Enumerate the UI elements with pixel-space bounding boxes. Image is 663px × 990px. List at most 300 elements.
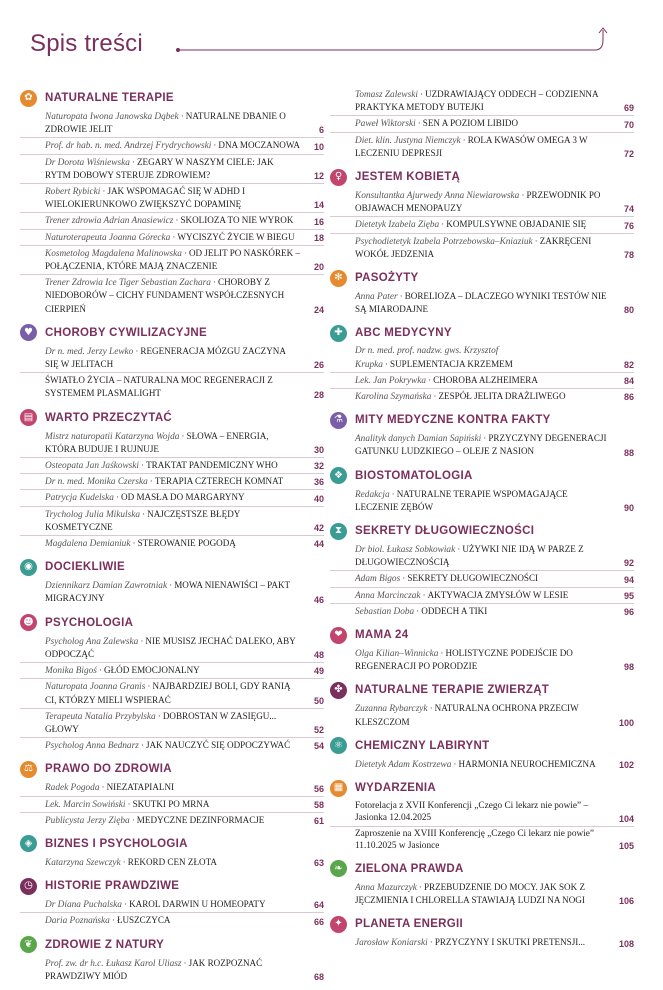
page-number: 96 [623,607,634,618]
page-number: 100 [618,717,634,728]
toc-section-psychologia [20,613,324,754]
toc-entry[interactable] [20,185,324,213]
toc-section-choroby-cywilizacyjne [20,323,324,402]
entry-title: JAK WSPOMAGAĆ SIĘ W ADHD I WIELOKIERUNKOWO ZWIĘKSZYĆ DOPAMINĘ [45,186,246,210]
toc-section-chemiczny-labirynt [330,736,634,772]
entry-author: Dietetyk Izabela Zięba [355,220,440,231]
toc-entry[interactable] [330,235,634,262]
entry-title: SEN A POZIOM LIBIDO [422,118,519,129]
entry-author: Diet. klin. Justyna Niemczyk [355,135,461,146]
entry-title: UZDRAWIAJĄCY ODDECH – CODZIENNA PRAKTYKA METODY BUTEJKI [355,89,599,113]
entry-text [45,537,300,550]
toc-entry[interactable] [20,430,324,458]
toc-section-prawo-do-zdrowia [20,759,324,828]
separator-dot: · [140,741,144,752]
toc-entry[interactable] [20,579,324,606]
entry-text [45,898,300,911]
page-number: 92 [623,558,634,569]
entry-title: DNA MOCZANOWA [218,140,300,151]
entry-text [45,508,300,534]
separator-dot: · [428,375,432,386]
entry-author: Psycholog Anna Bednarz [45,741,139,752]
separator-dot: · [457,545,461,556]
section-title: MITY MEDYCZNE KONTRA FAKTY [355,414,551,427]
separator-dot: · [172,232,176,243]
entry-title: AKTYWACJA ZMYSŁÓW W LESIE [427,589,569,600]
entry-title: TRAKTAT PANDEMICZNY WHO [146,460,278,471]
entry-text [355,828,610,852]
entry-title: WYCISZYĆ ŻYCIE W BIEGU [177,231,295,242]
toc-section-mity-medyczne-kontra-fakty [330,410,634,459]
head-icon: ☻ [20,614,37,631]
entry-text [45,247,300,273]
page-number: 26 [313,360,324,371]
separator-dot: · [141,461,145,472]
separator-dot: · [180,112,184,122]
toc-entry[interactable] [330,432,634,459]
section-header [330,859,634,879]
entry-author: Terapeuta Natalia Przybylska [45,711,156,722]
toc-entry[interactable] [330,218,634,233]
page-number: 30 [313,445,324,456]
sprout-icon: ❧ [330,860,347,877]
toc-entry[interactable] [20,139,324,154]
entry-text [45,914,300,927]
section-title: WARTO PRZECZYTAĆ [45,411,173,424]
page-number: 66 [313,916,324,927]
entry-title: CHOROBA ALZHEIMERA [433,374,538,385]
section-title: MAMA 24 [355,629,409,642]
entry-text [355,290,610,316]
entry-title: JAK NAUCZYĆ SIĘ ODPOCZYWAĆ [145,740,291,751]
toc-section-warto-przeczytac [20,408,324,552]
entry-title: ROLA KWASÓW OMEGA 3 W LECZENIU DEPRESJI [355,134,588,158]
toc-entry[interactable] [330,758,634,772]
toc-entry[interactable] [20,508,324,536]
toc-entry[interactable] [330,290,634,317]
toc-entry[interactable] [20,898,324,913]
toc-entry[interactable] [20,781,324,796]
separator-dot: · [391,489,395,500]
bug-icon: ✻ [330,270,347,287]
entry-title: BORELIOZA – DLACZEGO WYNIKI TESTÓW NIE SĄ MIARODAJNE [355,291,607,315]
entry-author: Naturopata Iwona Janowska Dąbek [45,112,179,122]
entry-author: Naturoterapeuta Joanna Górecka [45,232,171,243]
toc-entry[interactable] [20,664,324,679]
section-title: CHOROBY CYWILIZACYJNE [45,326,207,339]
entry-text [355,88,610,114]
separator-dot: · [433,392,437,403]
entry-text [355,881,610,907]
page-number: 56 [313,783,324,794]
toc-section-zdrowie-z-natury [20,935,324,984]
entry-text [45,475,300,488]
entry-author: Analityk danych Damian Sapiński [355,434,482,445]
separator-dot: · [399,292,403,303]
magnifier-icon: ◉ [20,559,37,576]
entry-title: SKOLIOZA TO NIE WYROK [180,215,294,226]
entry-title: NATURALNE TERAPIE WSPOMAGAJĄCE LECZENIE ZĘBÓW [355,488,568,512]
entry-author: Patrycja Kudelska [45,493,114,504]
woman-icon: ♀ [330,169,347,186]
separator-dot: · [175,216,179,227]
entry-author: Paweł Wiktorski [355,119,416,130]
section-header [330,736,634,756]
section-title: NATURALNE TERAPIE ZWIERZĄT [355,684,550,697]
entry-author: Dr Dorota Wiśniewska [45,157,130,168]
section-title: BIOSTOMATOLOGIA [355,469,473,482]
separator-dot: · [418,882,422,893]
toc-entry[interactable] [330,647,634,674]
toc-entry[interactable] [20,491,324,506]
microscope-icon: ⚗ [330,412,347,429]
page-number: 20 [313,262,324,273]
page-number: 48 [313,650,324,661]
entry-title: NIEZATAPIALNI [106,782,175,793]
toc-entry[interactable] [330,374,634,389]
toc-entry[interactable] [330,189,634,217]
page-number: 84 [623,376,634,387]
section-title: NATURALNE TERAPIE [45,92,174,104]
section-title: ZIELONA PRAWDA [355,862,464,875]
page-number: 28 [313,389,324,400]
entry-title: Zaproszenie na XVIII Konferencję „Czego Ci lekarz nie powie” 11.10.2025 w Jasionce [355,828,595,851]
toc-entry[interactable] [330,572,634,587]
section-title: PSYCHOLOGIA [45,616,134,629]
section-title: SEKRETY DŁUGOWIECZNOŚCI [355,525,535,538]
page-number: 63 [313,858,324,869]
section-header [330,167,634,187]
page-number: 54 [313,741,324,752]
entry-text [45,231,300,244]
entry-title: UŻYWKI NIE IDĄ W PARZE Z DŁUGOWIECZNOŚCIĄ [355,544,584,568]
toc-entry[interactable] [20,798,324,813]
separator-dot: · [101,783,105,794]
entry-author: Sebastian Doba [355,606,415,617]
entry-text [45,957,300,983]
separator-dot: · [147,682,151,693]
toc-entry[interactable] [20,214,324,229]
entry-author: Zuzanna Rybarczyk [355,704,428,715]
entry-text [355,345,610,370]
section-header [20,834,324,854]
separator-dot: · [419,90,424,100]
toc-section-continued [330,88,634,161]
globe-icon: ✦ [330,916,347,933]
section-header [330,410,634,430]
toc-entry[interactable] [330,88,634,116]
toc-entry[interactable] [330,936,634,950]
toc-entry[interactable] [20,247,324,275]
separator-dot: · [440,649,444,660]
entry-author: Naturopata Joanna Granis [45,682,146,693]
toc-entry[interactable] [20,710,324,738]
entry-text [45,856,300,869]
section-title: PLANETA ENERGII [355,918,464,931]
section-title: PASOŻYTY [355,272,419,285]
toc-entry[interactable] [20,459,324,474]
separator-dot: · [453,759,457,770]
page-number: 24 [313,304,324,315]
entry-title: GŁÓD EMOCJONALNY [104,665,200,676]
separator-dot: · [140,636,144,647]
entry-title: SUPLEMENTACJA KRZEMEM [390,358,513,369]
toc-section-jestem-kobieta [330,167,634,262]
toc-entry[interactable] [330,605,634,619]
section-title: HISTORIE PRAWDZIWE [45,880,180,893]
toc-entry[interactable] [20,814,324,828]
entry-title: CHOROBY Z NIEDOBORÓW – CICHY FUNDAMENT WSPÓŁCZESNYCH CIERPIEŃ [45,277,285,314]
entry-title: SKUTKI PO MRNA [132,798,210,809]
section-title: WYDARZENIA [355,782,436,795]
entry-text [45,430,300,456]
section-header [330,914,634,934]
entry-text [45,110,300,136]
entry-title: PRZEBUDZENIE DO MOCY. JAK SOK Z JĘCZMIENIA I CHLORELLA STAWIAJĄ LUDZI NA NOGI [355,881,586,906]
toc-entry[interactable] [20,537,324,551]
page-number: 18 [313,232,324,243]
entry-text [45,459,300,472]
section-header [330,268,634,288]
toc-entry[interactable] [20,345,324,373]
toc-entry[interactable] [20,957,324,984]
heart-icon: ♥ [20,324,37,341]
separator-dot: · [111,916,115,927]
page-number: 10 [313,141,324,152]
entry-author: Lek. Jan Pokrywka [355,375,426,386]
page-number: 69 [623,103,634,114]
page-number: 68 [313,971,324,982]
separator-dot: · [422,590,426,601]
separator-dot: · [131,815,135,826]
entry-author: Dr Diana Puchalska [45,900,122,911]
entry-title: DOBROSTAN W ZASIĘGU... GŁOWY [45,710,277,734]
entry-text [355,117,610,130]
entry-title: PRZYCZYNY DEGENERACJI GATUNKU LUDZKIEGO – OLEJE Z NASION [355,433,607,457]
toc-entry[interactable] [330,702,634,729]
entry-author: Trener Zdrowia Ice Tiger Sebastian Zachara [45,278,211,289]
entry-text [355,702,610,728]
entry-text [45,680,300,706]
separator-dot: · [213,141,217,152]
entry-author: Trycholog Julia Mikulska [45,509,141,520]
separator-dot: · [142,509,146,520]
entry-title: NAJBARDZIEJ BOLI, GDY RANIĄ CI, KTÓRZY MIELI WSPIERAĆ [45,681,291,705]
entry-title: ZEGARY W NASZYM CIELE: JAK RYTM DOBOWY STERUJE ZDROWIEM? [45,156,274,180]
leaf-icon: ❦ [20,936,37,953]
separator-dot: · [169,581,173,592]
entry-text [355,390,610,403]
section-title: JESTEM KOBIETĄ [355,171,461,184]
page-number: 76 [623,220,634,231]
toc-section-mama-24 [330,625,634,674]
page-number: 16 [313,216,324,227]
page-number: 36 [313,477,324,488]
toc-entry[interactable] [330,881,634,908]
section-title: PRAWO DO ZDROWIA [45,763,172,776]
entry-author: Dr n. med. Jerzy Lewko [45,346,134,357]
toc-section-naturalne-terapie [20,88,324,317]
calendar-icon: ▦ [330,780,347,797]
toc-entry[interactable] [20,635,324,663]
section-header [20,408,324,428]
entry-title: TERAPIA CZTERECH KOMNAT [154,476,284,487]
toc-entry[interactable] [330,800,634,826]
toc-section-zielona-prawda [330,859,634,908]
flower-icon: ✿ [20,90,37,107]
page-number: 46 [313,594,324,605]
page-number: 94 [623,574,634,585]
entry-title: REKORD CEN ZŁOTA [127,856,217,867]
entry-author: Tomasz Zalewski [355,90,418,100]
entry-text [45,664,300,677]
entry-author: Dr n. med. prof. nadzw. gws. Krzysztof Krupka [355,346,499,370]
separator-dot: · [521,191,525,202]
toc-entry[interactable] [20,739,324,753]
toc-section-pasozyty [330,268,634,317]
page-number: 49 [313,666,324,677]
section-header [20,759,324,779]
toc-entry[interactable] [20,856,324,870]
page-number: 42 [313,523,324,534]
section-header [330,778,634,798]
page-number: 44 [313,539,324,550]
separator-dot: · [149,477,153,488]
hourglass-icon: ⧗ [330,523,347,540]
page-number: 61 [313,815,324,826]
entry-text [355,235,610,261]
entry-text [45,635,300,661]
page-number: 98 [623,662,634,673]
entry-text [355,572,610,585]
entry-author: Prof. dr hab. n. med. Andrzej Frydrychowski [45,141,212,152]
page-number: 90 [623,503,634,514]
section-header [20,876,324,896]
toc-entry[interactable] [20,374,324,401]
toc-entry[interactable] [330,828,634,853]
entry-author: Prof. zw. dr h.c. Łukasz Karol Uliasz [45,958,182,969]
entry-title: ZAKRĘCENI WOKÓŁ JEDZENIA [355,235,592,259]
entry-text [45,814,300,827]
entry-author: Robert Rybicki [45,187,101,198]
page-number: 78 [623,250,634,261]
toc-left-column [20,88,324,990]
toc-entry[interactable] [330,134,634,161]
entry-text [355,800,610,824]
toc-section-biostomatologia [330,466,634,515]
separator-dot: · [212,278,216,289]
toc-entry[interactable] [330,390,634,404]
entry-author: Katarzyna Szewczyk [45,857,121,868]
page-number: 64 [313,900,324,911]
toc-entry[interactable] [330,543,634,571]
section-header [20,88,324,108]
toc-section-historie-prawdziwe [20,876,324,928]
separator-dot: · [127,799,131,810]
entry-text [355,134,610,160]
separator-dot: · [181,431,185,442]
entry-text [45,185,300,211]
entry-title: JAK ROZPOZNAĆ PRAWDZIWY MIÓD [45,957,263,981]
separator-dot: · [123,900,128,911]
separator-dot: · [183,958,187,969]
toc-entry[interactable] [20,680,324,708]
entry-author: Kosmetolog Magdalena Malinowska [45,248,182,259]
toc-section-naturalne-terapie-zwierzat [330,680,634,729]
entry-text [45,579,300,605]
entry-text [355,758,610,771]
toc-entry[interactable] [20,110,324,138]
separator-dot: · [102,187,106,198]
toc-entry[interactable] [20,914,324,928]
page-number: 70 [623,119,634,130]
entry-text [355,605,610,618]
toc-entry[interactable] [20,231,324,246]
toc-entry[interactable] [330,117,634,132]
separator-dot: · [132,539,136,550]
entry-author: Karolina Szymańska [355,392,432,403]
separator-dot: · [534,236,538,247]
separator-dot: · [115,493,120,504]
page-number: 95 [623,590,634,601]
section-header [20,935,324,955]
toc-section-planeta-energii [330,914,634,950]
page-number: 74 [623,204,634,215]
page-number: 12 [313,171,324,182]
entry-author: Radek Pogoda [45,783,100,794]
toc-section-sekrety-dlugowiecznosci [330,521,634,619]
toc-entry[interactable] [20,276,324,317]
stethoscope-icon: ✚ [330,325,347,342]
toc-entry[interactable] [20,156,324,184]
separator-dot: · [402,574,406,585]
toc-entry[interactable] [20,475,324,490]
toc-entry[interactable] [330,488,634,515]
entry-text [355,432,610,458]
section-header [20,557,324,577]
page-title: Spis treści [30,30,143,57]
section-header [330,625,634,645]
toc-section-biznes-i-psychologia [20,834,324,870]
section-title: DOCIEKLIWIE [45,561,125,574]
entry-author: Lek. Marcin Sowiński [45,799,126,810]
page-number: 108 [618,938,634,949]
entry-title: SEKRETY DŁUGOWIECZNOŚCI [407,573,539,584]
toc-entry[interactable] [330,345,634,372]
entry-title: Fotorelacja z XVII Konferencji „Czego Ci lekarz nie powie” – Jasionka 12.04.2025 [355,801,589,824]
toc-entry[interactable] [330,589,634,604]
toc-right-column [330,88,634,957]
entry-text [45,214,300,227]
separator-dot: · [183,248,187,259]
page-number: 14 [313,200,324,211]
entry-author: Publicysta Jerzy Zięba [45,815,130,826]
clock-icon: ◷ [20,878,37,895]
section-title: ABC MEDYCYNY [355,327,452,340]
entry-title: PRZYCZYNY I SKUTKI PRETENSJI... [434,937,586,948]
entry-title: ŁUSZCZYCA [116,915,171,926]
entry-text [355,488,610,514]
entry-author: Redakcja [355,489,390,500]
section-title: ZDROWIE Z NATURY [45,938,165,951]
entry-author: Dziennikarz Damian Zawrotniak [45,581,168,592]
page-number: 104 [618,813,634,824]
entry-title: OD MASŁA DO MARGARYNY [121,492,245,503]
page-number: 52 [313,725,324,736]
entry-author: Konsultantka Ajurwedy Anna Niewiarowska [355,191,520,202]
entry-title: ZESPÓŁ JELITA DRAŻLIWEGO [438,391,566,402]
entry-title: NAJCZĘSTSZE BŁĘDY KOSMETYCZNE [45,508,241,532]
